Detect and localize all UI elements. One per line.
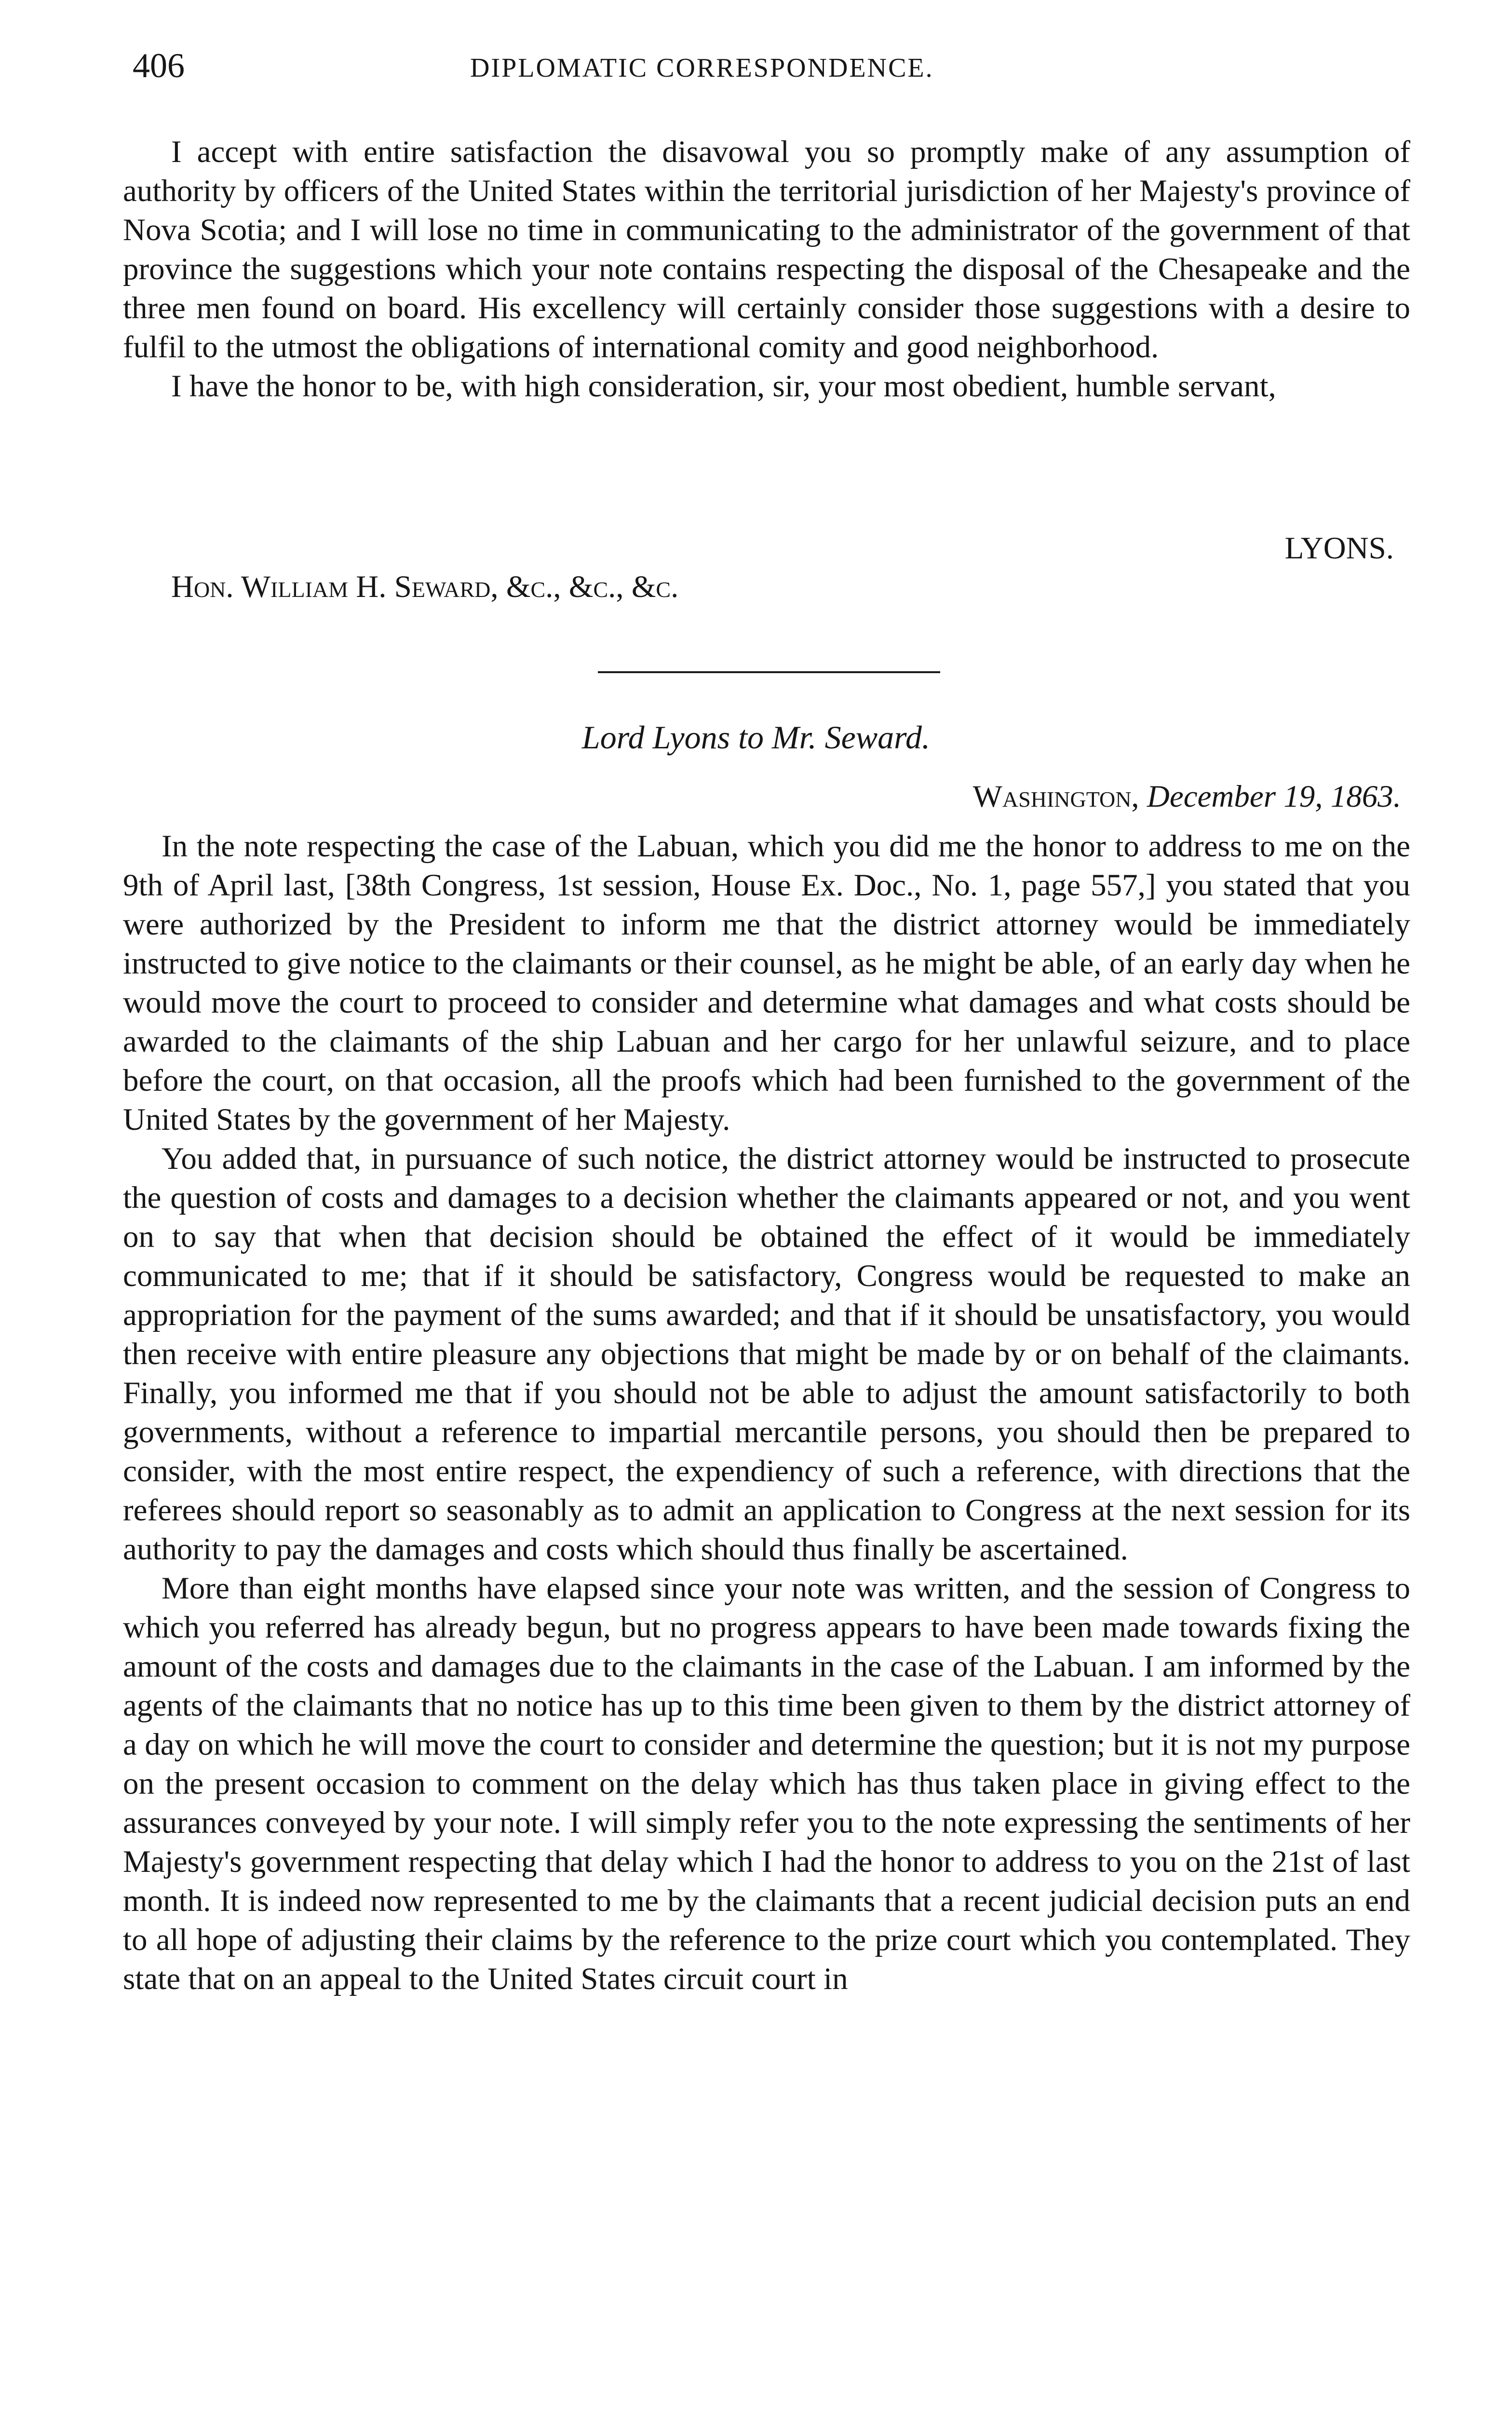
paragraph: In the note respecting the case of the Labuan, which you did me the honor to address to me on the 9th of April last, [38th Congress, 1st session, House Ex. Doc., No. 1, page 557,] you stated that you were authorized by the President to inform me that the district attorney would be immediately instructed to give notice to the claimants or their counsel, as he might be able, of an early day when he would move the court to proceed to consider and determine what damages and what costs should be awarded to the claimants of the ship Labuan and her cargo for her unlawful seizure, and to place before the court, on that occasion, all the proofs which had been furnished to the government of the United States by the government of her Majesty. xyxy=(123,829,1410,1137)
date: December 19, 1863. xyxy=(1147,779,1401,814)
paragraph: More than eight months have elapsed since your note was written, and the session of Congress to which you referred has already begun, but no progress appears to have been made towards fixing the amount of the costs and damages due to the claimants in the case of the Labuan. I am informed by the agents of the claimants that no notice has up to this time been given to them by the district attorney of a day on which he will move the court to consider and determine the question; but it is not my purpose on the present occasion to comment on the delay which has thus taken place in giving effect to the assurances conveyed by your note. I will simply refer you to the note expressing the sentiments of her Majesty's government respecting that delay which I had the honor to address to you on the 21st of last month. It is indeed now represented to me by the claimants that a recent judicial decision puts an end to all hope of adjusting their claims by the reference to the prize court which you contemplated. They state that on an appeal to the United States circuit court in xyxy=(123,1571,1410,1996)
paragraph: I have the honor to be, with high consideration, sir, your most obedient, humble servant, xyxy=(171,369,1276,404)
letter-1-body xyxy=(123,133,1410,406)
running-title: DIPLOMATIC CORRESPONDENCE. xyxy=(470,53,934,83)
section-divider xyxy=(598,671,940,673)
letter-2-title: Lord Lyons to Mr. Seward. xyxy=(581,719,931,756)
addressee: Hon. William H. Seward, &c., &c., &c. xyxy=(171,569,679,604)
page-number: 406 xyxy=(133,46,185,85)
place: Washington, xyxy=(972,779,1139,814)
paragraph: You added that, in pursuance of such notice, the district attorney would be instructed to prosecute the question of costs and damages to a decision whether the claimants appeared or not, and you went on to say that when that decision should be obtained the effect of it would be immediately communicated to me; that if it should be satisfactory, Congress would be requested to make an appropriation for the payment of the sums awarded; and that if it should be unsatisfactory, you would then receive with entire pleasure any objections that might be made by or on behalf of the claimants. Finally, you informed me that if you should not be able to adjust the amount satisfactorily to both governments, without a reference to impartial mercantile persons, you should then be prepared to consider, with the most entire respect, the expendiency of such a reference, with directions that the referees should report so seasonably as to admit an application to Congress at the next session for its authority to pay the damages and costs which should thus finally be ascertained. xyxy=(123,1141,1410,1567)
paragraph: I accept with entire satisfaction the disavowal you so promptly make of any assumption of authority by officers of the United States within the territorial jurisdiction of her Majesty's province of Nova Scotia; and I will lose no time in communicating to the administrator of the government of that province the suggestions which your note contains respecting the disposal of the Chesapeake and the three men found on board. His excellency will certainly consider those suggestions with a desire to fulfil to the utmost the obligations of international comity and good neighborhood. xyxy=(123,135,1410,365)
letter-2-dateline xyxy=(973,779,1401,815)
letter-2-body xyxy=(123,827,1410,1999)
signature: LYONS. xyxy=(1284,531,1394,566)
page-header xyxy=(133,46,1405,99)
